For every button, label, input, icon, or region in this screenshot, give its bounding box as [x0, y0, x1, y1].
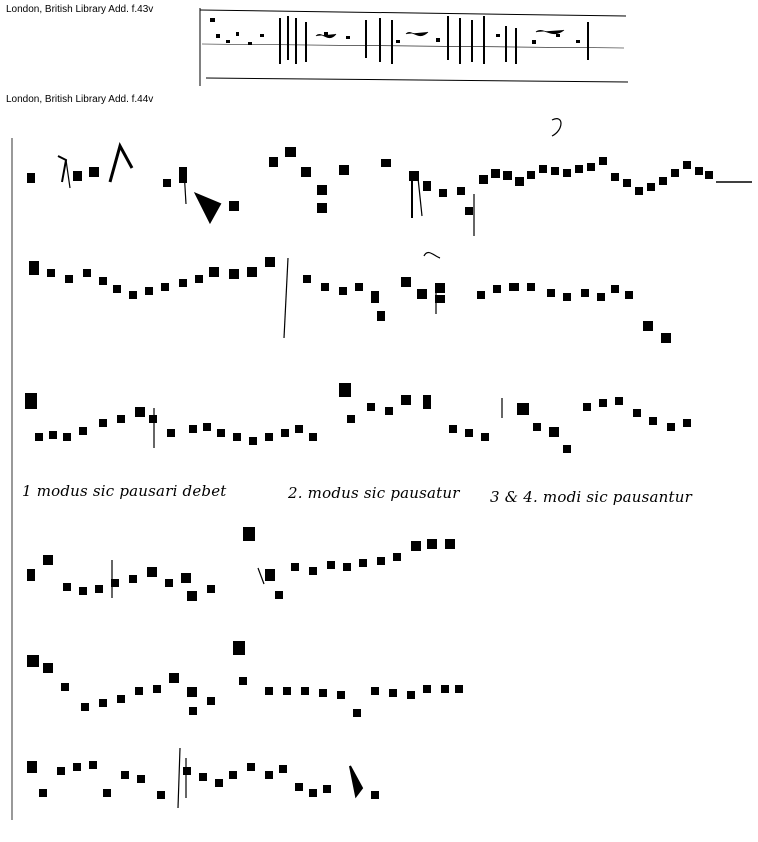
annotation-modus-3-4: 3 & 4. modi sic pausantur [490, 488, 692, 506]
manuscript-scan-f44v [4, 108, 756, 838]
manuscript-scan-f43v [196, 4, 632, 88]
caption-f43v: London, British Library Add. f.43v [6, 4, 154, 15]
annotation-modus-2: 2. modus sic pausatur [288, 484, 460, 502]
annotation-modus-1: 1 modus sic pausari debet [22, 482, 227, 500]
caption-f44v: London, British Library Add. f.44v [6, 94, 154, 105]
